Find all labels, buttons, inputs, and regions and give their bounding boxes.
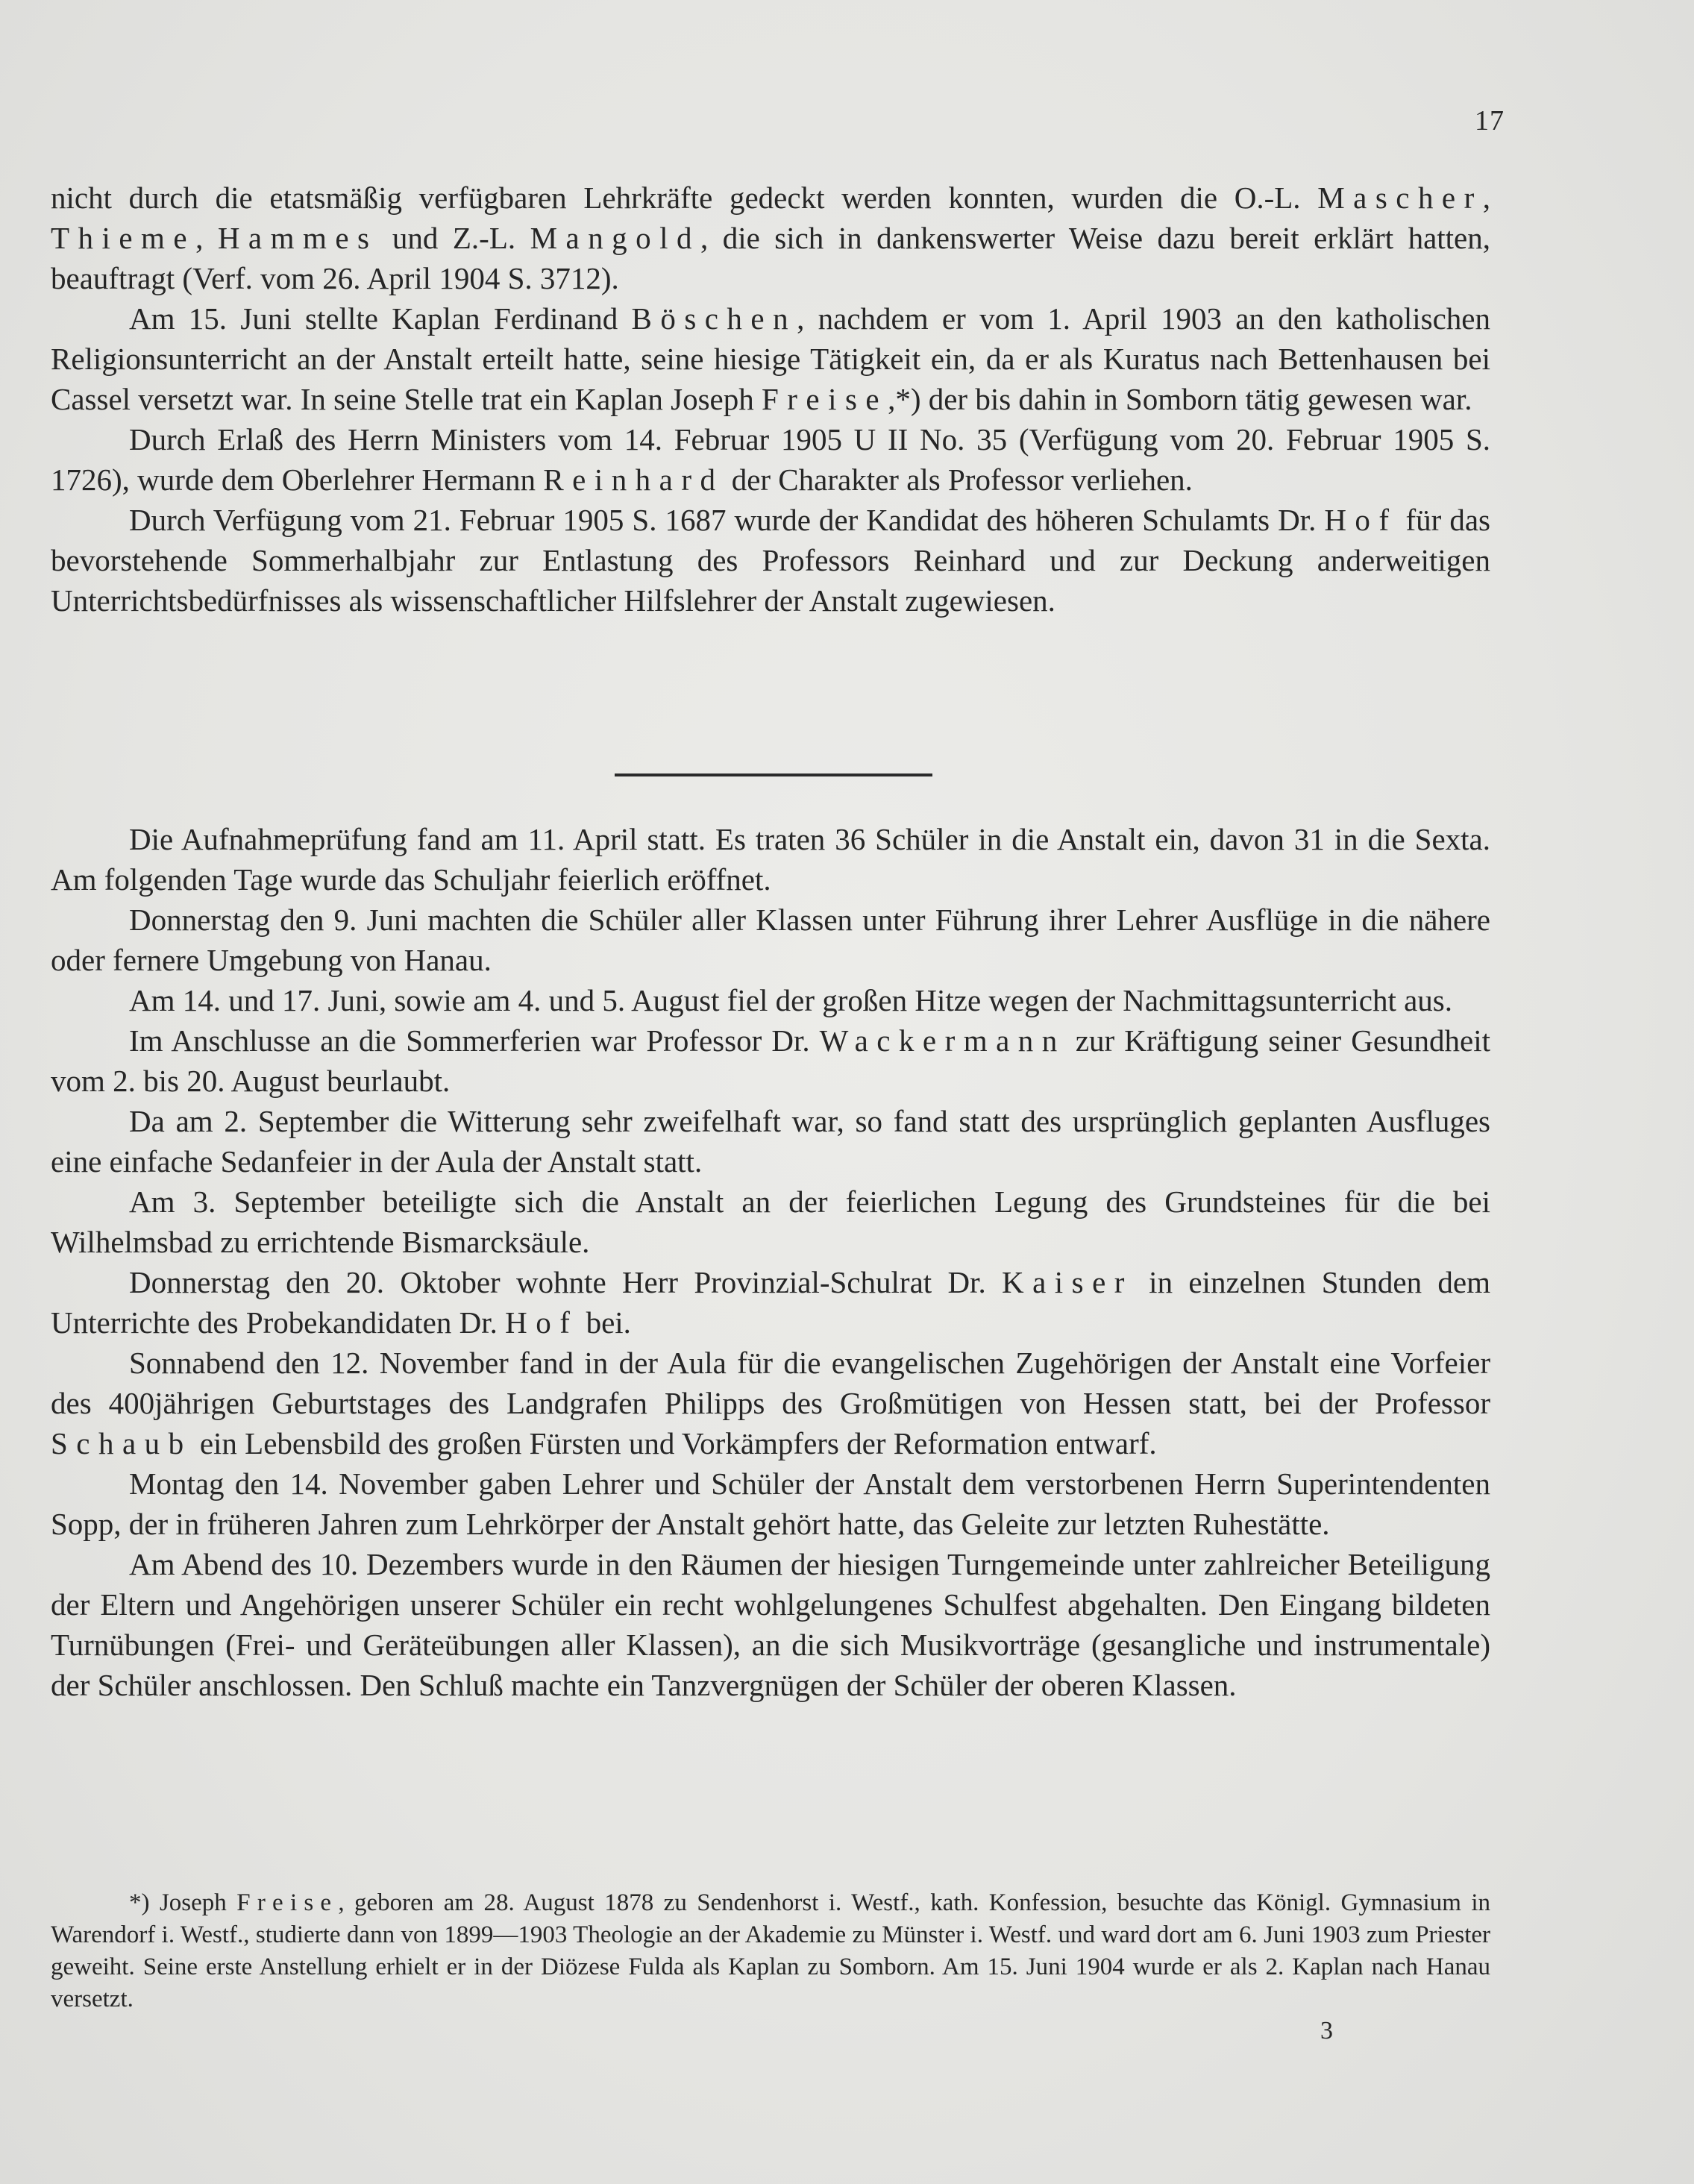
footnote-paragraph bbox=[51, 1887, 1490, 2015]
spaced-name: Mascher bbox=[1317, 181, 1483, 215]
footnote bbox=[51, 1887, 1490, 2015]
paragraph: Am 14. und 17. Juni, sowie am 4. und 5. August fiel der großen Hitze wegen der Nachmittagsunterricht aus. bbox=[129, 983, 1453, 1017]
text-block-top bbox=[51, 178, 1490, 621]
text-run: nicht durch die etatsmäßig verfügbaren Lehrkräfte gedeckt werden konnten, wurden die O.-L. bbox=[51, 181, 1318, 215]
text-run: bei. bbox=[578, 1305, 631, 1340]
spaced-name: Freise bbox=[761, 382, 888, 416]
text-run: , die sich in dankenswerter Weise dazu bereit erklärt hatten, beauftragt (Verf. vom 26. April 1904 S. 3712). bbox=[51, 221, 1490, 295]
text-run: ,*) der bis dahin in Somborn tätig gewesen war. bbox=[888, 382, 1472, 416]
text-run: in einzelnen Stunden dem Unterrichte des Probekandidaten Dr. bbox=[51, 1265, 1490, 1340]
spaced-name: Böschen bbox=[631, 301, 797, 336]
paragraph: Montag den 14. November gaben Lehrer und Schüler der Anstalt dem verstorbenen Herrn Superintendenten Sopp, der in früheren Jahren zum Lehrkörper der Anstalt gehört hatte, das Geleite zur letzten Ruhestätte. bbox=[51, 1466, 1490, 1541]
paragraph bbox=[51, 1343, 1490, 1463]
text-run: , bbox=[195, 221, 218, 255]
spaced-name: Hof bbox=[505, 1305, 579, 1340]
text-run: Im Anschlusse an die Sommerferien war Professor Dr. bbox=[129, 1023, 820, 1058]
paragraph bbox=[51, 298, 1490, 419]
paragraph bbox=[51, 1020, 1490, 1101]
text-run: der Charakter als Professor verliehen. bbox=[724, 462, 1193, 497]
paragraph: Donnerstag den 9. Juni machten die Schüler aller Klassen unter Führung ihrer Lehrer Ausflüge in die nähere oder fernere Umgebung von Hanau. bbox=[51, 903, 1490, 977]
paragraph: Am Abend des 10. Dezembers wurde in den Räumen der hiesigen Turngemeinde unter zahlreicher Beteiligung der Eltern und Angehörigen unserer Schüler ein recht wohlgelungenes Schulfest abgehalten. Den Eingang bildeten Turnübungen (Frei- und Geräteübungen aller Klassen), an die sich Musikvorträge (gesangliche und instrumentale) der Schüler anschlossen. Den Schluß machte ein Tanzvergnügen der Schüler der oberen Klassen. bbox=[51, 1547, 1490, 1702]
text-run: , geboren am 28. August 1878 zu Sendenhorst i. Westf., kath. Konfession, besuchte das Königl. Gymnasium in Warendorf i. Westf., studierte dann von 1899—1903 Theologie an der Akademie zu Münster i. Westf. und ward dort am 6. Juni 1903 zum Priester geweiht. Seine erste Anstellung erhielt er in der Diözese Fulda als Kaplan zu Somborn. Am 15. Juni 1904 wurde er als 2. Kaplan nach Hanau versetzt. bbox=[51, 1889, 1490, 2012]
spaced-name: Schaub bbox=[51, 1426, 192, 1460]
text-block-chronicle bbox=[51, 819, 1490, 1705]
paragraph bbox=[51, 1262, 1490, 1343]
paragraph: Die Aufnahmeprüfung fand am 11. April statt. Es traten 36 Schüler in die Anstalt ein, davon 31 in die Sexta. Am folgenden Tage wurde das Schuljahr feierlich eröffnet. bbox=[51, 822, 1490, 897]
text-run: Sonnabend den 12. November fand in der Aula für die evangelischen Zugehörigen der Anstalt eine Vorfeier des 400jährigen Geburtstages des Landgrafen Philipps des Großmütigen von Hessen statt, bei der Professor bbox=[51, 1346, 1490, 1420]
text-run: Donnerstag den 20. Oktober wohnte Herr Provinzial-Schulrat Dr. bbox=[129, 1265, 1002, 1299]
text-run: , nachdem er vom 1. April 1903 an den katholischen Religionsunterricht an der Anstalt erteilt hatte, seine hiesige Tätigkeit ein, da er als Kuratus nach Bettenhausen bei Cassel versetzt war. In seine Stelle trat ein Kaplan Joseph bbox=[51, 301, 1490, 416]
spaced-name: Hammes bbox=[217, 221, 378, 255]
spaced-name: Kaiser bbox=[1002, 1265, 1133, 1299]
page-number: 17 bbox=[1475, 105, 1505, 136]
paragraph bbox=[51, 419, 1490, 500]
text-run: für das bevorstehende Sommerhalbjahr zur Entlastung des Professors Reinhard und zur Deckung anderweitigen Unterrichtsbedürfnisses als wissenschaftlicher Hilfslehrer der Anstalt zugewiesen. bbox=[51, 503, 1490, 618]
spaced-name: Mangold bbox=[530, 221, 700, 255]
spaced-name: Wackermann bbox=[819, 1023, 1066, 1058]
section-separator-rule bbox=[615, 774, 932, 776]
text-run: Am 15. Juni stellte Kaplan Ferdinand bbox=[129, 301, 632, 336]
paragraph: Da am 2. September die Witterung sehr zweifelhaft war, so fand statt des ursprünglich geplanten Ausfluges eine einfache Sedanfeier in der Aula der Anstalt statt. bbox=[51, 1104, 1490, 1179]
paragraph bbox=[51, 500, 1490, 621]
text-run: , bbox=[1482, 181, 1490, 215]
spaced-name: Freise bbox=[236, 1889, 339, 1916]
text-run: ein Lebensbild des großen Fürsten und Vorkämpfers der Reformation entwarf. bbox=[192, 1426, 1157, 1460]
spaced-name: Hof bbox=[1324, 503, 1398, 537]
spaced-name: Thieme bbox=[51, 221, 196, 255]
printer-signature-mark: 3 bbox=[1320, 2017, 1333, 2045]
text-run: und Z.-L. bbox=[377, 221, 530, 255]
text-run: Durch Verfügung vom 21. Februar 1905 S. 1687 wurde der Kandidat des höheren Schulamts Dr. bbox=[129, 503, 1325, 537]
paragraph: Am 3. September beteiligte sich die Anstalt an der feierlichen Legung des Grundsteines für die bei Wilhelmsbad zu errichtende Bismarcksäule. bbox=[51, 1184, 1490, 1259]
paragraph bbox=[51, 178, 1490, 298]
text-run: zur Kräftigung seiner Gesundheit vom 2. bis 20. August beurlaubt. bbox=[51, 1023, 1490, 1098]
spaced-name: Reinhard bbox=[543, 462, 724, 497]
text-run: Durch Erlaß des Herrn Ministers vom 14. Februar 1905 U II No. 35 (Verfügung vom 20. Februar 1905 S. 1726), wurde dem Oberlehrer Hermann bbox=[51, 422, 1490, 497]
text-run: *) Joseph bbox=[129, 1889, 237, 1916]
